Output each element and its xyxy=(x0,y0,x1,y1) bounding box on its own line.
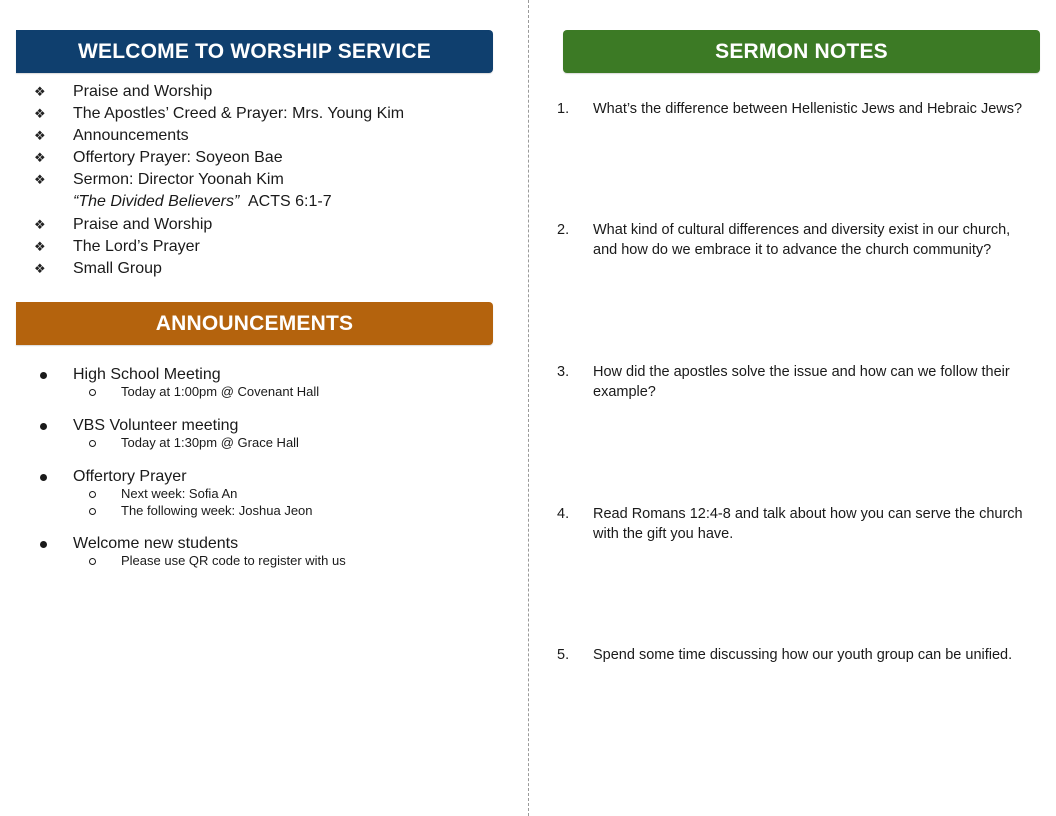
diamond-bullet-icon: ❖ xyxy=(34,84,46,99)
order-item xyxy=(0,125,520,147)
order-item xyxy=(0,147,520,169)
filled-circle-bullet-icon xyxy=(40,474,47,481)
question-text: What’s the difference between Hellenistic Jews and Hebraic Jews? xyxy=(593,101,1023,117)
order-item-label: Praise and Worship xyxy=(73,215,213,233)
filled-circle-bullet-icon xyxy=(40,541,47,548)
announcement-detail: Next week: Sofia An xyxy=(121,486,238,501)
question-text: Read Romans 12:4-8 and talk about how you can serve the church with the gift you have. xyxy=(593,506,1023,542)
order-item xyxy=(0,236,520,258)
announcement-label: VBS Volunteer meeting xyxy=(73,417,239,434)
question-text: What kind of cultural differences and diversity exist in our church, and how do we embrace it to advance the church community? xyxy=(593,222,1011,258)
diamond-bullet-icon: ❖ xyxy=(34,260,46,276)
sermon-detail xyxy=(0,191,520,213)
question-text: How did the apostles solve the issue and how can we follow their example? xyxy=(593,364,1010,400)
order-item-label: Praise and Worship xyxy=(73,83,213,100)
announcements-title: ANNOUNCEMENTS xyxy=(155,311,354,335)
hollow-circle-bullet-icon xyxy=(89,558,96,565)
order-item-label: Offertory Prayer: Soyeon Bae xyxy=(73,149,283,167)
hollow-circle-bullet-icon xyxy=(89,491,96,498)
sermon-notes-header xyxy=(563,30,1040,73)
announcement-label: High School Meeting xyxy=(73,366,221,383)
diamond-bullet-icon: ❖ xyxy=(34,172,46,188)
diamond-bullet-icon: ❖ xyxy=(34,150,46,166)
order-item xyxy=(0,103,520,125)
announcement-label: Offertory Prayer xyxy=(73,468,187,485)
diamond-bullet-icon: ❖ xyxy=(34,216,46,232)
announcements-header xyxy=(16,302,493,345)
question-number: 4. xyxy=(557,506,570,522)
worship-header xyxy=(16,30,493,73)
sermon-notes-title: SERMON NOTES xyxy=(715,39,888,63)
fold-divider xyxy=(528,0,529,816)
announcement-item xyxy=(0,534,520,570)
order-item-label: Small Group xyxy=(73,259,162,277)
announcement-item xyxy=(0,416,520,452)
order-item xyxy=(0,214,520,236)
filled-circle-bullet-icon xyxy=(40,423,47,430)
order-of-service xyxy=(0,81,520,280)
hollow-circle-bullet-icon xyxy=(89,508,96,515)
scripture-reference: ACTS 6:1-7 xyxy=(248,193,332,211)
hollow-circle-bullet-icon xyxy=(89,440,96,447)
order-item xyxy=(0,258,520,280)
worship-title: WELCOME TO WORSHIP SERVICE xyxy=(78,39,431,63)
announcement-detail: Today at 1:30pm @ Grace Hall xyxy=(121,435,299,450)
announcement-item xyxy=(0,467,520,519)
announcement-item xyxy=(0,365,520,401)
announcement-detail: Today at 1:00pm @ Covenant Hall xyxy=(121,384,320,399)
question-number: 3. xyxy=(557,364,570,380)
diamond-bullet-icon: ❖ xyxy=(34,238,46,254)
order-item-label: The Apostles’ Creed & Prayer: Mrs. Young Kim xyxy=(73,105,405,123)
announcement-detail: The following week: Joshua Jeon xyxy=(121,502,313,518)
announcement-detail: Please use QR code to register with us xyxy=(121,553,346,568)
filled-circle-bullet-icon xyxy=(40,372,47,379)
diamond-bullet-icon: ❖ xyxy=(34,106,46,122)
order-item xyxy=(0,169,520,191)
order-item-label: Sermon: Director Yoonah Kim xyxy=(73,171,284,189)
hollow-circle-bullet-icon xyxy=(89,389,96,396)
announcement-label: Welcome new students xyxy=(73,535,239,552)
question-number: 2. xyxy=(557,222,570,238)
order-item xyxy=(0,81,520,103)
question-number: 1. xyxy=(557,101,570,117)
order-item-label: Announcements xyxy=(73,127,189,145)
order-item-label: The Lord’s Prayer xyxy=(73,237,200,255)
sermon-title: “The Divided Believers” xyxy=(73,193,240,211)
question-number: 5. xyxy=(557,647,570,663)
diamond-bullet-icon: ❖ xyxy=(34,128,46,144)
question-text: Spend some time discussing how our youth group can be unified. xyxy=(593,647,1013,663)
